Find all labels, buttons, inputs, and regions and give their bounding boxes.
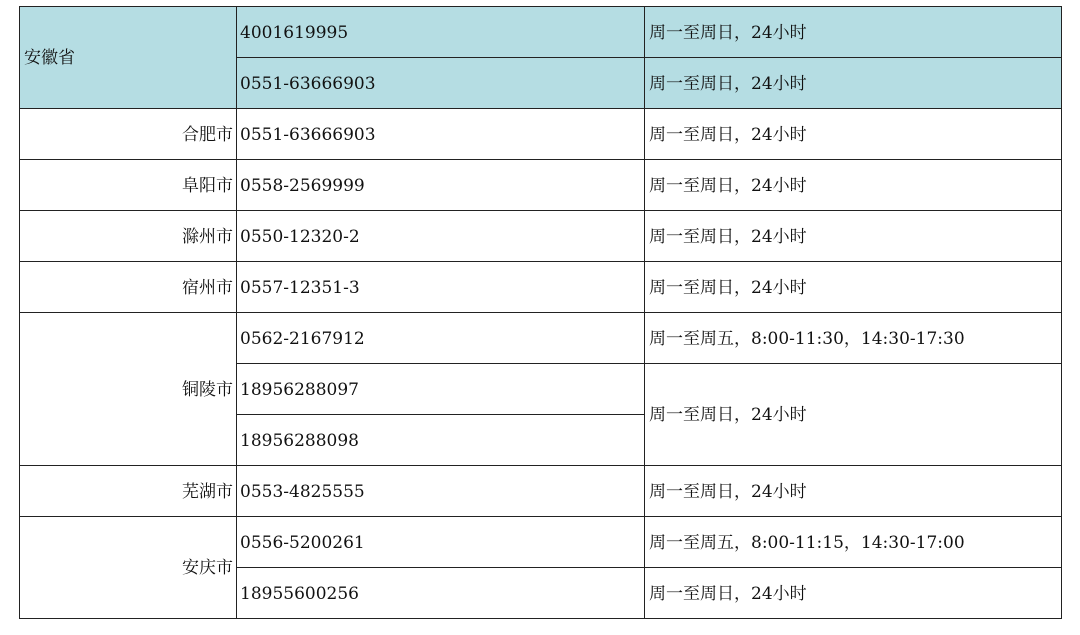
phone-number: 0551-63666903 <box>240 124 376 145</box>
hours-cell <box>645 58 1062 109</box>
phone-cell <box>237 466 645 517</box>
region-cell <box>20 211 237 262</box>
phone-number: 18956288097 <box>240 379 359 400</box>
table-row <box>20 313 1062 364</box>
hours-cell <box>645 109 1062 160</box>
hours-cell <box>645 7 1062 58</box>
table-row <box>20 109 1062 160</box>
service-hours: 周一至周日，24小时 <box>649 175 807 196</box>
hours-cell <box>645 517 1062 568</box>
region-name: 安庆市 <box>182 558 233 578</box>
table-row <box>20 262 1062 313</box>
service-hours: 周一至周日，24小时 <box>649 226 807 247</box>
hours-cell <box>645 568 1062 619</box>
phone-cell <box>237 568 645 619</box>
table-row <box>20 517 1062 568</box>
hours-cell <box>645 466 1062 517</box>
hours-cell <box>645 313 1062 364</box>
region-cell <box>20 313 237 466</box>
region-name: 安徽省 <box>24 48 75 68</box>
phone-cell <box>237 160 645 211</box>
phone-cell <box>237 7 645 58</box>
service-hours: 周一至周五，8:00-11:15，14:30-17:00 <box>649 532 965 553</box>
service-hours: 周一至周日，24小时 <box>649 124 807 145</box>
phone-number: 0556-5200261 <box>240 532 365 553</box>
hours-cell <box>645 211 1062 262</box>
phone-cell <box>237 313 645 364</box>
service-hours: 周一至周五，8:00-11:30，14:30-17:30 <box>649 328 965 349</box>
region-cell <box>20 517 237 619</box>
phone-cell <box>237 517 645 568</box>
phone-number: 0551-63666903 <box>240 73 376 94</box>
service-hours: 周一至周日，24小时 <box>649 277 807 298</box>
phone-cell <box>237 262 645 313</box>
region-name: 阜阳市 <box>182 175 233 196</box>
region-cell <box>20 109 237 160</box>
phone-cell <box>237 364 645 415</box>
phone-cell <box>237 58 645 109</box>
table-row <box>20 211 1062 262</box>
region-name: 合肥市 <box>182 124 233 145</box>
region-name: 宿州市 <box>182 277 233 298</box>
phone-number: 0562-2167912 <box>240 328 365 349</box>
region-name: 铜陵市 <box>182 379 233 400</box>
region-cell <box>20 160 237 211</box>
region-name: 芜湖市 <box>182 481 233 502</box>
phone-number: 4001619995 <box>240 22 349 43</box>
phone-cell <box>237 211 645 262</box>
service-hours: 周一至周日，24小时 <box>649 481 807 502</box>
region-cell <box>20 262 237 313</box>
region-name: 滁州市 <box>182 226 233 247</box>
hotline-table <box>19 6 1062 619</box>
hours-cell <box>645 364 1062 466</box>
phone-number: 0553-4825555 <box>240 481 365 502</box>
phone-number: 0557-12351-3 <box>240 277 360 298</box>
table-row <box>20 7 1062 58</box>
region-cell <box>20 7 237 109</box>
service-hours: 周一至周日，24小时 <box>649 73 807 94</box>
hours-cell <box>645 160 1062 211</box>
phone-cell <box>237 415 645 466</box>
hours-cell <box>645 262 1062 313</box>
phone-number: 0558-2569999 <box>240 175 365 196</box>
service-hours: 周一至周日，24小时 <box>649 22 807 43</box>
table-row <box>20 466 1062 517</box>
service-hours: 周一至周日，24小时 <box>649 583 807 604</box>
phone-cell <box>237 109 645 160</box>
region-cell <box>20 466 237 517</box>
service-hours: 周一至周日，24小时 <box>649 405 807 425</box>
phone-number: 0550-12320-2 <box>240 226 360 247</box>
phone-number: 18956288098 <box>240 430 359 451</box>
phone-number: 18955600256 <box>240 583 359 604</box>
table-row <box>20 160 1062 211</box>
